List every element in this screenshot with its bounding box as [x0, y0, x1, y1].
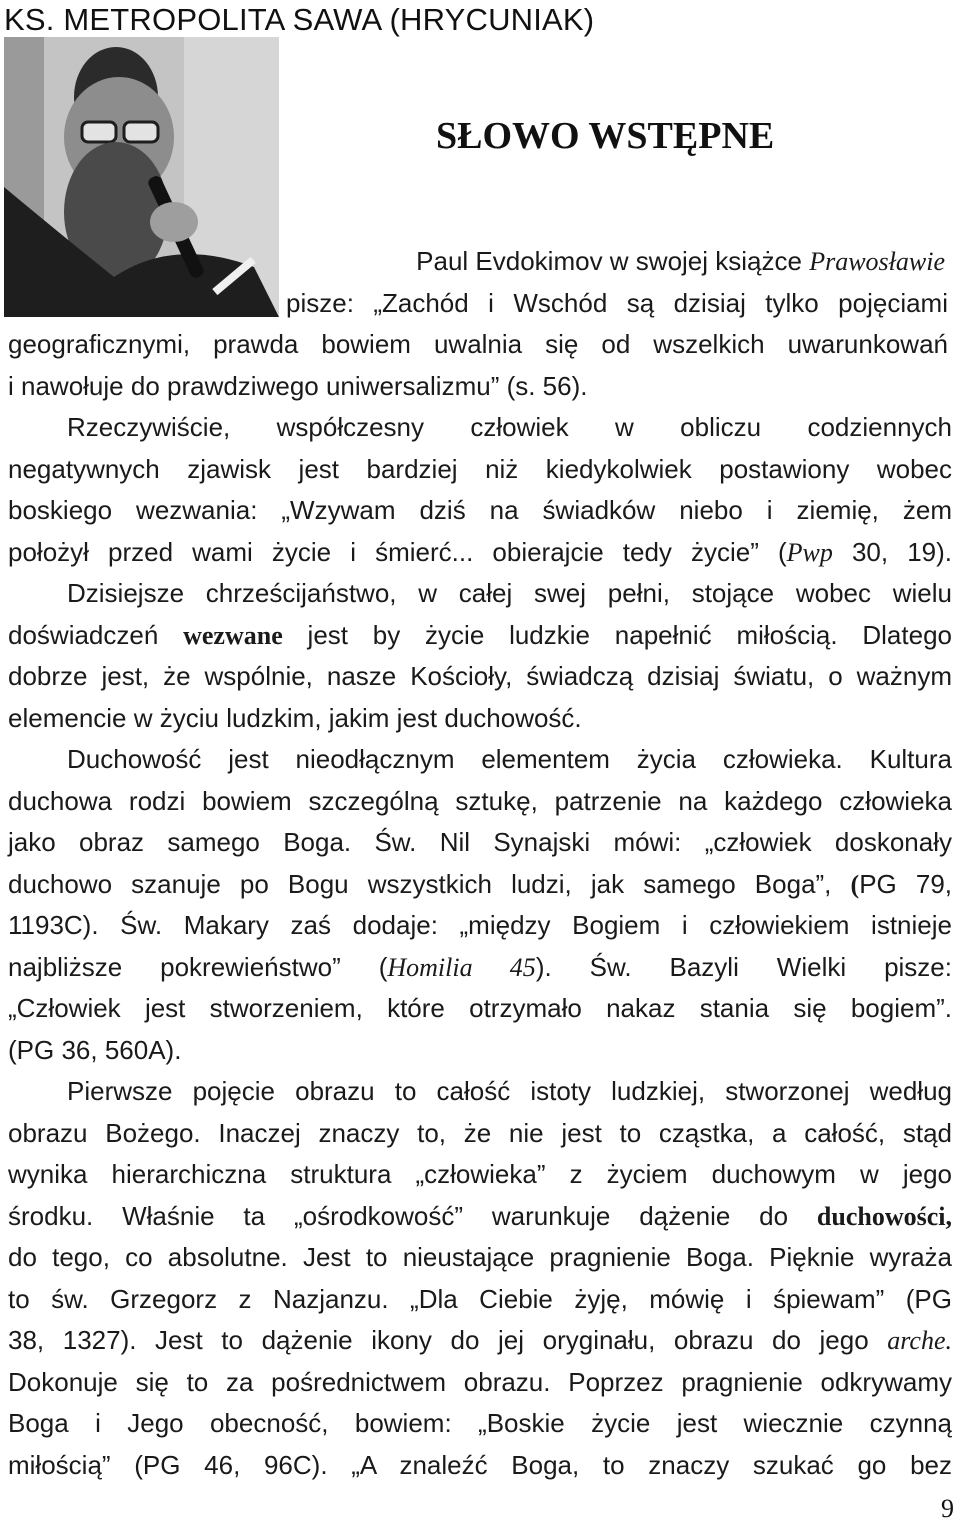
text-line: wynika hierarchiczna struktura „człowieka” z życiem duchowym w jego	[8, 1159, 952, 1189]
text-line: miłością” (PG 46, 96C). „A znaleźć Boga, to znaczy szukać go bez	[8, 1449, 952, 1480]
text-line: obrazu Bożego. Inaczej znaczy to, że nie jest to cząstka, a całość, stąd	[8, 1117, 952, 1148]
portrait-photo-icon	[4, 37, 279, 317]
text-line: „Człowiek jest stworzeniem, które otrzymało nakaz stania się bogiem”.	[8, 993, 952, 1023]
text-line: do tego, co absolutne. Jest to nieustające pragnienie Boga. Pięknie wyraża	[8, 1242, 952, 1272]
text-line: Duchowość jest nieodłącznym elementem życia człowieka. Kultura	[67, 744, 952, 774]
page-title: SŁOWO WSTĘPNE	[436, 115, 775, 157]
text-line: środku. Właśnie ta „ośrodkowość” warunkuje dążenie do duchowości,	[8, 1200, 952, 1231]
text-line: negatywnych zjawisk jest bardziej niż kiedykolwiek postawiony wobec	[8, 453, 952, 484]
page-number: 9	[941, 1494, 954, 1523]
text-line: Rzeczywiście, współczesny człowiek w obliczu codziennych	[67, 412, 952, 442]
text-line: boskiego wezwania: „Wzywam dziś na świadków niebo i ziemię, żem	[8, 495, 952, 525]
text-line: pisze: „Zachód i Wschód są dzisiaj tylko pojęciami	[286, 287, 948, 318]
text-line: Paul Evdokimov w swojej książce Prawosławie	[416, 246, 945, 276]
text-line: 38, 1327). Jest to dążenie ikony do jej oryginału, obrazu do jego arche.	[8, 1325, 952, 1355]
text-line: Pierwsze pojęcie obrazu to całość istoty ludzkiej, stworzonej według	[67, 1076, 952, 1106]
text-line: najbliższe pokrewieństwo” (Homilia 45). Św. Bazyli Wielki pisze:	[8, 951, 952, 982]
text-line: Dzisiejsze chrześcijaństwo, w całej swej pełni, stojące wobec wielu	[67, 578, 952, 608]
text-line: 1193C). Św. Makary zaś dodaje: „między Bogiem i człowiekiem istnieje	[8, 910, 952, 940]
text-line: (PG 36, 560A).	[8, 1034, 182, 1065]
text-line: jako obraz samego Boga. Św. Nil Synajski mówi: „człowiek doskonały	[8, 827, 952, 857]
author-photo	[4, 37, 279, 317]
text-line: duchowa rodzi bowiem szczególną sztukę, patrzenie na każdego człowieka	[8, 785, 952, 816]
text-line: duchowo szanuje po Bogu wszystkich ludzi, jak samego Boga”, (PG 79,	[8, 868, 952, 899]
text-line: to św. Grzegorz z Nazjanzu. „Dla Ciebie żyję, mówię i śpiewam” (PG	[8, 1283, 952, 1314]
text-line: położył przed wami życie i śmierć... obierajcie tedy życie” (Pwp 30, 19).	[8, 536, 952, 567]
text-line: Dokonuje się to za pośrednictwem obrazu. Poprzez pragnienie odkrywamy	[8, 1366, 952, 1397]
text-line: elemencie w życiu ludzkim, jakim jest duchowość.	[8, 702, 582, 733]
text-line: dobrze jest, że wspólnie, nasze Kościoły, świadczą dzisiaj światu, o ważnym	[8, 661, 952, 691]
text-line: doświadczeń wezwane jest by życie ludzkie napełnić miłością. Dlatego	[8, 619, 952, 650]
text-line: i nawołuje do prawdziwego uniwersalizmu” (s. 56).	[8, 370, 588, 401]
author-name: KS. METROPOLITA SAWA (HRYCUNIAK)	[4, 2, 595, 37]
text-line: Boga i Jego obecność, bowiem: „Boskie życie jest wiecznie czynną	[8, 1408, 952, 1438]
text-line: geograficznymi, prawda bowiem uwalnia się od wszelkich uwarunkowań	[8, 329, 948, 359]
